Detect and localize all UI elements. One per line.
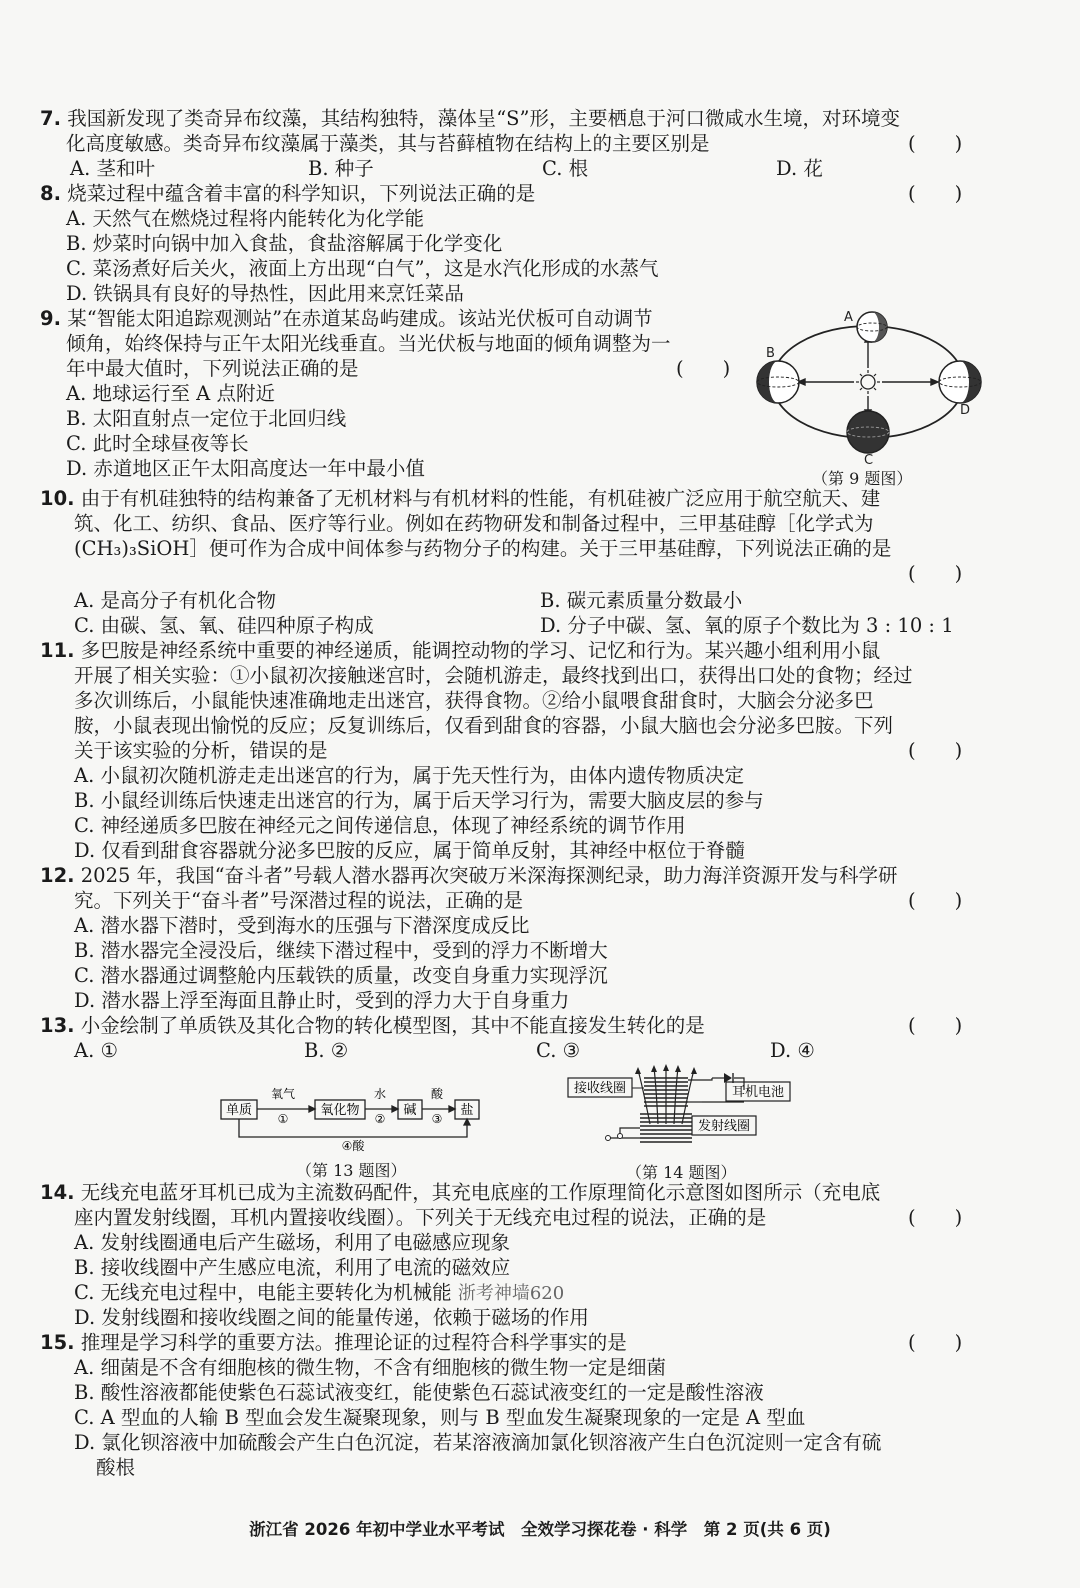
earth-c-icon — [847, 411, 889, 453]
q15-option-d-continued: 酸根 — [96, 1456, 136, 1479]
label-b: B — [766, 346, 775, 361]
q9-answer-paren[interactable]: ( ) — [676, 357, 731, 380]
q11-number: 11. — [40, 639, 75, 662]
q10-option-c: C. 由碳、氢、氧、硅四种原子构成 — [74, 614, 374, 637]
sun-icon — [856, 370, 880, 394]
earth-d-icon — [939, 361, 981, 403]
q11-answer-paren[interactable]: ( ) — [908, 739, 963, 762]
q10-line2: 筑、化工、纺织、食品、医疗等行业。例如在药物研发和制备过程中，三甲基硅醇［化学式为 — [74, 512, 874, 535]
q14-option-a: A. 发射线圈通电后产生磁场，利用了电磁感应现象 — [74, 1231, 510, 1254]
q15-answer-paren[interactable]: ( ) — [908, 1331, 963, 1354]
arrow2-label: 水 — [373, 1087, 387, 1101]
wireless-charging-figure — [562, 1064, 802, 1160]
arrow1-number: ① — [277, 1112, 289, 1126]
q7-line1 — [40, 106, 900, 131]
earth-orbit-figure — [750, 305, 1000, 480]
q14-option-b: B. 接收线圈中产生感应电流，利用了电流的磁效应 — [74, 1256, 511, 1279]
q8-option-b: B. 炒菜时向锅中加入食盐，食盐溶解属于化学变化 — [66, 232, 503, 255]
q7-option-b: B. 种子 — [308, 157, 374, 180]
q11-option-a: A. 小鼠初次随机游走走出迷宫的行为，属于先天性行为，由体内遗传物质决定 — [74, 764, 744, 787]
q14-option-c-text: C. 无线充电过程中，电能主要转化为机械能 — [74, 1281, 452, 1304]
q13-answer-paren[interactable]: ( ) — [908, 1014, 963, 1037]
q10-line3: (CH₃)₃SiOH］便可作为合成中间体参与药物分子的构建。关于三甲基硅醇，下列说法正确的是 — [74, 537, 892, 560]
label-d: D — [960, 403, 971, 418]
transmitting-coil-label: 发射线圈 — [697, 1119, 751, 1134]
q12-option-d: D. 潜水器上浮至海面且静止时，受到的浮力大于自身重力 — [74, 989, 570, 1012]
q10-text: 由于有机硅独特的结构兼备了无机材料与有机材料的性能，有机硅被广泛应用于航空航天、建 — [80, 487, 881, 510]
q11-line5: 关于该实验的分析，错误的是 — [74, 739, 328, 762]
q10-option-d: D. 分子中碳、氢、氧的原子个数比为 3 : 10 : 1 — [540, 614, 954, 637]
q12-line1 — [40, 863, 898, 888]
q15-option-d: D. 氯化钡溶液中加硫酸会产生白色沉淀，若某溶液滴加氯化钡溶液产生白色沉淀则一定含有硫 — [74, 1431, 882, 1454]
q15-stem — [40, 1330, 627, 1355]
q12-line2: 究。下列关于“奋斗者”号深潜过程的说法，正确的是 — [74, 889, 523, 912]
q9-line3: 年中最大值时，下列说法正确的是 — [66, 357, 359, 380]
q15-option-a: A. 细菌是不含有细胞核的微生物，不含有细胞核的微生物一定是细菌 — [74, 1356, 666, 1379]
battery-label: 耳机电池 — [731, 1085, 785, 1100]
q7-option-d: D. 花 — [776, 157, 823, 180]
q9-option-c: C. 此时全球昼夜等长 — [66, 432, 249, 455]
q8-stem — [40, 181, 535, 206]
terminal-1 — [606, 1136, 611, 1141]
arrow3-number: ③ — [431, 1112, 443, 1126]
page-footer: 浙江省 2026 年初中学业水平考试 全效学习探花卷 · 科学 第 2 页(共 6 页) — [249, 1520, 831, 1539]
q13-option-d: D. ④ — [770, 1039, 815, 1062]
earth-b-icon — [757, 361, 799, 403]
node-oxide: 氧化物 — [320, 1103, 360, 1118]
q9-option-b: B. 太阳直射点一定位于北回归线 — [66, 407, 347, 430]
q7-option-a: A. 茎和叶 — [70, 157, 155, 180]
q12-option-a: A. 潜水器下潜时，受到海水的压强与下潜深度成反比 — [74, 914, 530, 937]
q9-line2: 倾角，始终保持与正午太阳光线垂直。当光伏板与地面的倾角调整为一 — [66, 332, 671, 355]
q14-figure-caption: （第 14 题图） — [626, 1163, 737, 1182]
q14-option-c — [74, 1280, 564, 1306]
q9-number: 9. — [40, 307, 61, 330]
q13-stem — [40, 1013, 705, 1038]
q9-figure-caption: （第 9 题图） — [812, 469, 913, 488]
q11-line4: 胺，小鼠表现出愉悦的反应；反复训练后，仅看到甜食的容器，小鼠大脑也会分泌多巴胺。下列 — [74, 714, 894, 737]
q9-text: 某“智能太阳追踪观测站”在赤道某岛屿建成。该站光伏板可自动调节 — [67, 307, 653, 330]
q8-answer-paren[interactable]: ( ) — [908, 182, 963, 205]
q12-text: 2025 年，我国“奋斗者”号载人潜水器再次突破万米深海探测纪录，助力海洋资源开发与科学研 — [80, 864, 898, 887]
q7-number: 7. — [40, 107, 61, 130]
q12-answer-paren[interactable]: ( ) — [908, 889, 963, 912]
q8-option-d: D. 铁锅具有良好的导热性，因此用来烹饪菜品 — [66, 282, 464, 305]
q14-line2: 座内置发射线圈，耳机内置接收线圈）。下列关于无线充电过程的说法，正确的是 — [74, 1206, 767, 1229]
arrow1-label: 氧气 — [270, 1087, 296, 1101]
label-a: A — [844, 310, 853, 325]
q13-option-b: B. ② — [304, 1039, 349, 1062]
q12-option-c: C. 潜水器通过调整舱内压载铁的质量，改变自身重力实现浮沉 — [74, 964, 608, 987]
q7-line2: 化高度敏感。类奇异布纹藻属于藻类，其与苔藓植物在结构上的主要区别是 — [66, 132, 710, 155]
transmitting-coil — [640, 1114, 692, 1142]
node-base: 碱 — [403, 1103, 417, 1118]
arrow3-label: 酸 — [430, 1087, 444, 1101]
q10-answer-paren[interactable]: ( ) — [908, 562, 963, 585]
q14-text: 无线充电蓝牙耳机已成为主流数码配件，其充电底座的工作原理简化示意图如图所示（充电底 — [80, 1181, 881, 1204]
q14-option-d: D. 发射线圈和接收线圈之间的能量传递，依赖于磁场的作用 — [74, 1306, 589, 1329]
q9-option-a: A. 地球运行至 A 点附近 — [66, 382, 275, 405]
q8-option-c: C. 菜汤煮好后关火，液面上方出现“白气”，这是水汽化形成的水蒸气 — [66, 257, 659, 280]
magnetic-field-lines — [638, 1067, 694, 1124]
q13-option-c: C. ③ — [536, 1039, 581, 1062]
q11-line1 — [40, 638, 880, 663]
q13-option-a: A. ① — [74, 1039, 118, 1062]
label-c: C — [864, 453, 874, 468]
q10-number: 10. — [40, 487, 75, 510]
q7-answer-paren[interactable]: ( ) — [908, 132, 963, 155]
q9-line1 — [40, 306, 653, 331]
sun-ray-arrows — [798, 335, 938, 417]
q13-text: 小金绘制了单质铁及其化合物的转化模型图，其中不能直接发生转化的是 — [80, 1014, 705, 1037]
q14-answer-paren[interactable]: ( ) — [908, 1206, 963, 1229]
q12-number: 12. — [40, 864, 75, 887]
q13-number: 13. — [40, 1014, 75, 1037]
q11-line2: 开展了相关实验：①小鼠初次接触迷宫时，会随机游走，最终找到出口，获得出口处的食物；经过 — [74, 664, 913, 687]
watermark-text: 浙考神墙620 — [457, 1283, 565, 1304]
iron-conversion-figure — [215, 1086, 490, 1156]
q15-option-c: C. A 型血的人输 B 型血会发生凝聚现象，则与 B 型血发生凝聚现象的一定是 A 型血 — [74, 1406, 806, 1429]
arrow4-label: ④酸 — [341, 1139, 365, 1153]
q10-option-a: A. 是高分子有机化合物 — [74, 589, 276, 612]
q8-option-a: A. 天然气在燃烧过程将内能转化为化学能 — [66, 207, 424, 230]
q14-number: 14. — [40, 1181, 75, 1204]
earth-a-icon — [857, 312, 887, 342]
q12-option-b: B. 潜水器完全浸没后，继续下潜过程中，受到的浮力不断增大 — [74, 939, 608, 962]
terminal-2 — [618, 1134, 623, 1139]
q8-text: 烧菜过程中蕴含着丰富的科学知识，下列说法正确的是 — [67, 182, 536, 205]
q11-option-d: D. 仅看到甜食容器就分泌多巴胺的反应，属于简单反射，其神经中枢位于脊髓 — [74, 839, 745, 862]
q14-line1 — [40, 1180, 880, 1205]
q7-text: 我国新发现了类奇异布纹藻，其结构独特，藻体呈“S”形，主要栖息于河口微咸水生境，对环境变 — [67, 107, 900, 130]
q7-option-c: C. 根 — [542, 157, 589, 180]
node-salt: 盐 — [460, 1103, 474, 1118]
q9-option-d: D. 赤道地区正午太阳高度达一年中最小值 — [66, 457, 425, 480]
q15-number: 15. — [40, 1331, 75, 1354]
q8-number: 8. — [40, 182, 61, 205]
q15-option-b: B. 酸性溶液都能使紫色石蕊试液变红，能使紫色石蕊试液变红的一定是酸性溶液 — [74, 1381, 764, 1404]
arrow2-number: ② — [374, 1112, 386, 1126]
q15-text: 推理是学习科学的重要方法。推理论证的过程符合科学事实的是 — [80, 1331, 627, 1354]
node-element: 单质 — [225, 1103, 253, 1118]
q10-option-b: B. 碳元素质量分数最小 — [540, 589, 743, 612]
q11-option-b: B. 小鼠经训练后快速走出迷宫的行为，属于后天学习行为，需要大脑皮层的参与 — [74, 789, 764, 812]
q11-option-c: C. 神经递质多巴胺在神经元之间传递信息，体现了神经系统的调节作用 — [74, 814, 686, 837]
q10-line1 — [40, 486, 880, 511]
q11-text: 多巴胺是神经系统中重要的神经递质，能调控动物的学习、记忆和行为。某兴趣小组利用小鼠 — [80, 639, 881, 662]
receiving-coil-label: 接收线圈 — [573, 1081, 627, 1096]
q13-figure-caption: （第 13 题图） — [296, 1161, 407, 1180]
q11-line3: 多次训练后，小鼠能快速准确地走出迷宫，获得食物。②给小鼠喂食甜食时，大脑会分泌多巴 — [74, 689, 874, 712]
